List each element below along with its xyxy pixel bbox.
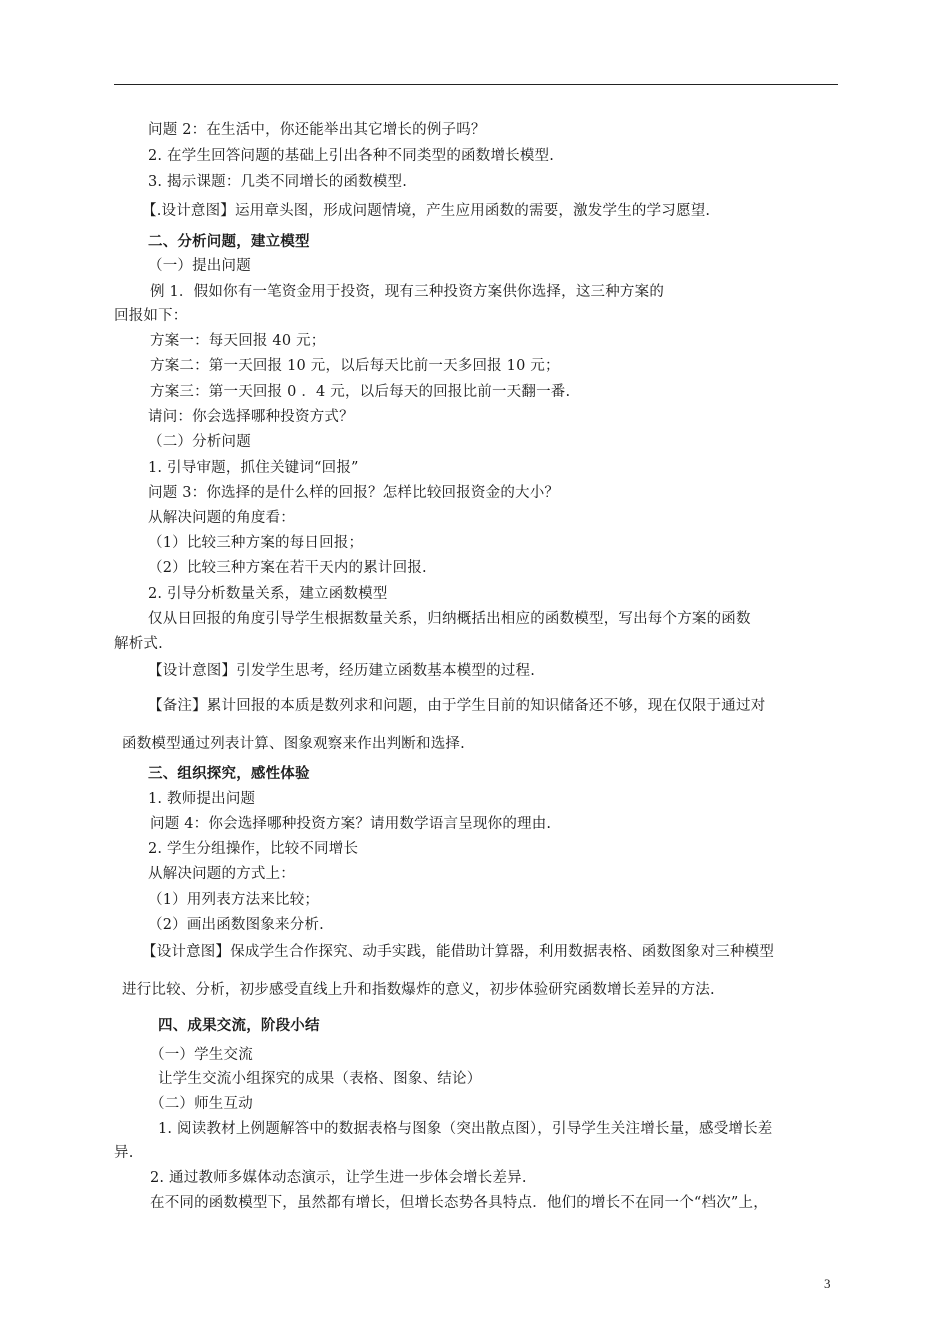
text-line: （1）用列表方法来比较； <box>148 892 320 908</box>
section-heading: 四、成果交流，阶段小结 <box>158 1017 320 1034</box>
text-line: 进行比较、分析，初步感受直线上升和指数爆炸的意义，初步体验研究函数增长差异的方法. <box>122 982 715 998</box>
section-heading: 二、分析问题，建立模型 <box>148 233 310 250</box>
text-line: 问题 3：你选择的是什么样的回报？怎样比较回报资金的大小？ <box>148 485 560 501</box>
text-line: 2. 引导分析数量关系，建立函数模型 <box>148 586 388 602</box>
text-line: （一）提出问题 <box>148 258 251 274</box>
text-line: 函数模型通过列表计算、图象观察来作出判断和选择. <box>122 736 465 752</box>
text-line: （2）画出函数图象来分析. <box>148 917 324 933</box>
text-line: 从解决问题的方式上： <box>148 866 295 882</box>
text-line: 例 1．假如你有一笔资金用于投资，现有三种投资方案供你选择，这三种方案的 <box>150 284 665 300</box>
text-line: 1. 教师提出问题 <box>148 791 256 807</box>
text-line: 2. 学生分组操作，比较不同增长 <box>148 841 359 857</box>
text-line: 2. 在学生回答问题的基础上引出各种不同类型的函数增长模型. <box>148 148 555 164</box>
text-line: 【设计意图】保成学生合作探究、动手实践，能借助计算器，利用数据表格、函数图象对三种模型 <box>142 944 775 960</box>
text-line: 请问：你会选择哪种投资方式？ <box>148 409 354 425</box>
header-rule <box>114 84 838 85</box>
text-line: （2）比较三种方案在若干天内的累计回报. <box>148 560 427 576</box>
text-line: 3. 揭示课题：几类不同增长的函数模型. <box>148 174 408 190</box>
text-line: 问题 4：你会选择哪种投资方案？请用数学语言呈现你的理由. <box>150 816 552 832</box>
text-line: 在不同的函数模型下，虽然都有增长，但增长态势各具特点．他们的增长不在同一个“档次”上， <box>150 1195 768 1211</box>
text-line: 让学生交流小组探究的成果（表格、图象、结论） <box>158 1071 482 1087</box>
text-line: （二）分析问题 <box>148 434 251 450</box>
text-line: 仅从日回报的角度引导学生根据数量关系，归纳概括出相应的函数模型，写出每个方案的函数 <box>148 611 751 627</box>
text-line: 从解决问题的角度看： <box>148 510 295 526</box>
text-line: 【备注】累计回报的本质是数列求和问题，由于学生目前的知识储备还不够，现在仅限于通过对 <box>148 698 766 714</box>
page-number: 3 <box>824 1276 831 1291</box>
text-line: 【设计意图】引发学生思考，经历建立函数基本模型的过程. <box>148 663 536 679</box>
text-line: （一）学生交流 <box>150 1047 253 1063</box>
text-line: （1）比较三种方案的每日回报； <box>148 535 364 551</box>
text-line: （二）师生互动 <box>150 1096 253 1112</box>
text-line: 方案二：第一天回报 10 元，以后每天比前一天多回报 10 元； <box>150 358 560 374</box>
section-heading: 三、组织探究，感性体验 <box>148 765 310 782</box>
text-line: 问题 2：在生活中，你还能举出其它增长的例子吗？ <box>148 122 486 138</box>
text-line: 1. 阅读教材上例题解答中的数据表格与图象（突出散点图），引导学生关注增长量，感受增长差 <box>158 1121 773 1137</box>
text-line: 2. 通过教师多媒体动态演示，让学生进一步体会增长差异. <box>150 1170 527 1186</box>
text-line: 【.设计意图】运用章头图，形成问题情境，产生应用函数的需要，激发学生的学习愿望. <box>142 203 711 219</box>
text-line: 解析式. <box>114 636 163 652</box>
text-line: 回报如下： <box>114 308 188 324</box>
text-line: 方案三：第一天回报 0 ．4 元，以后每天的回报比前一天翻一番. <box>150 384 571 400</box>
text-line: 方案一：每天回报 40 元； <box>150 333 326 349</box>
text-line: 1. 引导审题，抓住关键词“回报” <box>148 460 359 476</box>
text-line: 异. <box>114 1145 134 1161</box>
